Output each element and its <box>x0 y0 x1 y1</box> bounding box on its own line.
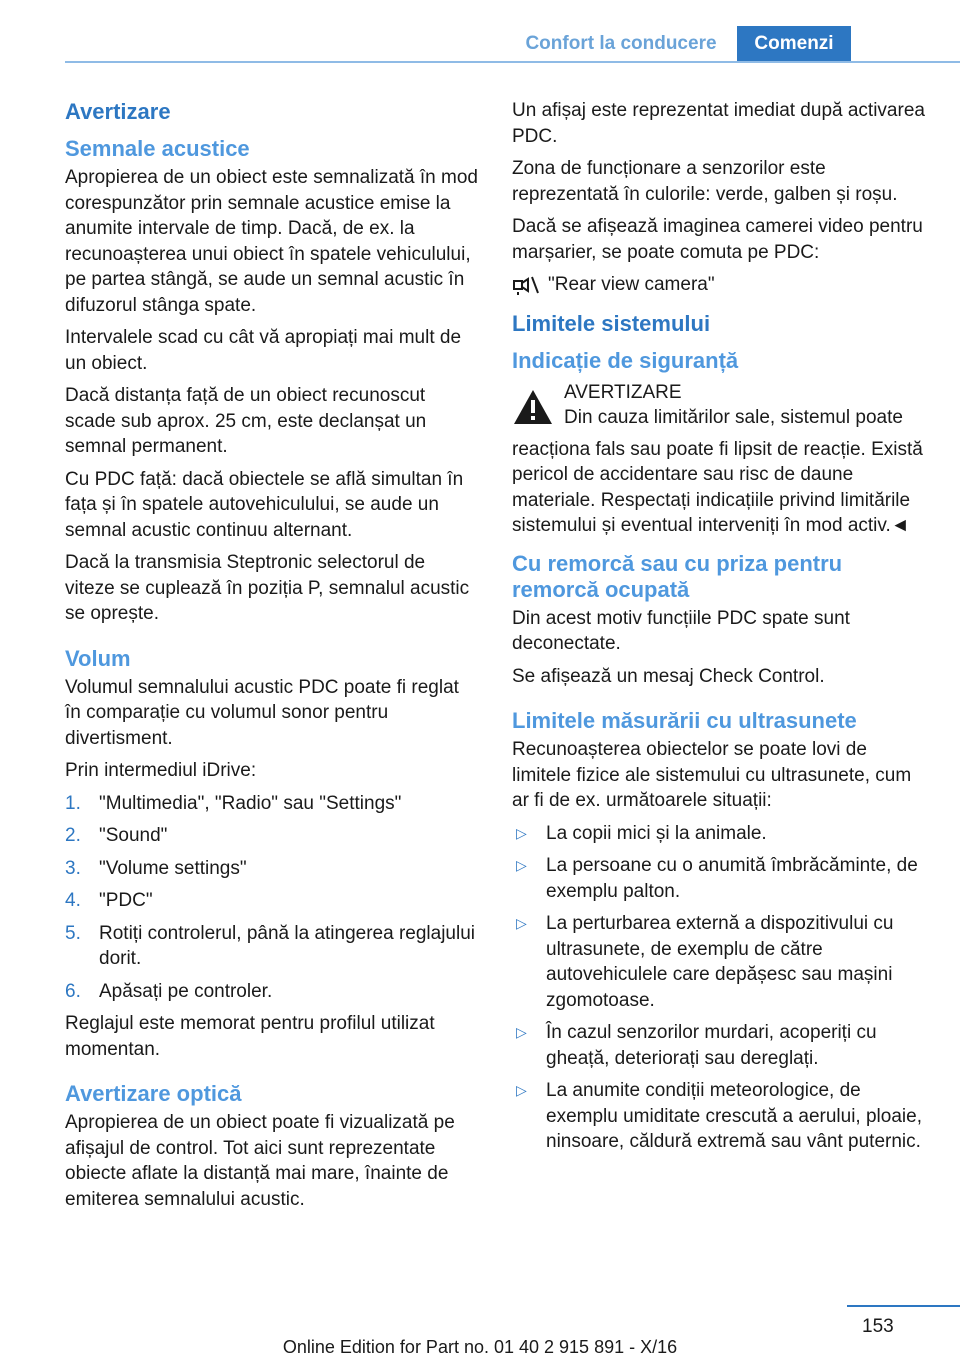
paragraph: Recunoașterea obiectelor se poate lovi de limitele fizice ale sistemului cu ultrasunete, cum ar fi de ex. următoarele situații: <box>512 739 912 811</box>
camera-label: "Rear view camera" <box>548 274 715 295</box>
list-item: 1. "Multimedia", "Radio" sau "Settings" <box>65 792 402 814</box>
bullet-icon: ▷ <box>516 1024 527 1040</box>
heading-indicatie-siguranta: Indicație de siguranță <box>512 347 739 373</box>
paragraph: Prin intermediul iDrive: <box>65 760 257 781</box>
heading-volum: Volum <box>65 645 131 671</box>
heading-avertizare-optica: Avertizare optică <box>65 1081 242 1106</box>
paragraph: Apropierea de un obiect este semnalizată în mod corespunzător prin semnale acustice emise la anumite intervale de timp. Dacă, de ex. la recunoașterea unui obiect în spatele vehiculului, pe partea stângă, se aude un semnal acustic în difuzorul stânga spate. <box>65 167 478 316</box>
paragraph: Dacă la transmisia Steptronic selectorul de viteze se cuplează în poziția P, semnalul acustic se oprește. <box>65 552 470 624</box>
paragraph: Intervalele scad cu cât vă apropiați mai mult de un obiect. <box>65 327 462 374</box>
header-rule <box>65 61 960 63</box>
list-item: 5. Rotiți controlerul, până la atingerea reglajului dorit. <box>65 922 476 969</box>
heading-ultrasunete: Limitele măsurării cu ultrasunete <box>512 708 857 733</box>
warning-title: AVERTIZARE <box>564 381 682 403</box>
list-item: 4. "PDC" <box>65 890 153 911</box>
list-item: ▷ La copii mici și la animale. <box>512 821 928 847</box>
paragraph: Se afișează un mesaj Check Control. <box>512 665 825 687</box>
edition-footer: Online Edition for Part no. 01 40 2 915 891 - X/16 <box>282 1337 678 1357</box>
paragraph: Zona de funcționare a senzorilor este reprezentată în culorile: verde, galben și roșu. <box>512 158 898 205</box>
paragraph: Apropierea de un obiect poate fi vizualizată pe afișajul de control. Tot aici sunt reprezentate obiecte aflate la distanță mai mare, înainte de emiterea semnalului acustic. <box>65 1112 455 1210</box>
list-item: ▷ La persoane cu o anumită îmbrăcăminte, de exemplu palton. <box>516 855 918 902</box>
warning-text: reacționa fals sau poate fi lipsit de reacție. Există pericol de accidentare sau risc de daune materiale. Respectați indicațiile privind limitările sistemului și eventual interveniți în mod activ.◄ <box>512 438 923 536</box>
heading-remorca: Cu remorcă sau cu priza pentru remorcă ocupată <box>512 550 843 602</box>
paragraph: Reglajul este memorat pentru profilul utilizat momentan. <box>65 1013 435 1060</box>
heading-avertizare: Avertizare <box>65 99 171 124</box>
limitations-list <box>512 821 928 1155</box>
paragraph: Dacă distanța față de un obiect recunoscut scade sub aprox. 25 cm, este declanșat un semnal permanent. <box>65 385 427 457</box>
paragraph: Cu PDC față: dacă obiectele se află simultan în fața și în spatele autovehiculului, se aude un semnal acustic continuu alternant. <box>65 468 464 541</box>
warning-block <box>512 380 928 431</box>
list-item: ▷ În cazul senzorilor murdari, acoperiți cu gheață, deteriorați sau dereglați. <box>516 1022 877 1069</box>
list-item: 3. "Volume settings" <box>65 857 247 879</box>
idrive-steps <box>65 791 479 1005</box>
page-header <box>0 0 960 62</box>
list-item: 2. "Sound" <box>65 825 168 846</box>
warning-first-line: Din cauza limitărilor sale, sistemul poate <box>564 407 903 428</box>
bullet-icon: ▷ <box>516 824 527 841</box>
list-item: ▷ La perturbarea externă a dispozitivului cu ultrasunete, de exemplu de către autovehiculele care depășesc sau mașini zgomotoase. <box>516 913 894 1011</box>
bullet-icon: ▷ <box>516 915 527 931</box>
heading-limitele-sistemului: Limitele sistemului <box>512 310 711 336</box>
rear-view-camera-line <box>512 272 928 298</box>
heading-semnale-acustice: Semnale acustice <box>65 136 250 161</box>
list-item: ▷ La anumite condiții meteorologice, de exemplu umiditate crescută a aerului, ploaie, ninsoare, căldură extremă sau vânt puternic. <box>516 1080 922 1152</box>
paragraph: Dacă se afișează imaginea camerei video pentru marșarier, se poate comuta pe PDC: <box>512 216 923 263</box>
list-item: 6. Apăsați pe controler. <box>65 980 273 1002</box>
left-column <box>65 98 479 1219</box>
right-column <box>512 98 928 1162</box>
section-tab[interactable]: Confort la conducere <box>525 33 717 54</box>
footer-rule <box>847 1305 960 1307</box>
paragraph: Din acest motiv funcțiile PDC spate sunt deconectate. <box>512 607 850 654</box>
bullet-icon: ▷ <box>516 1082 527 1098</box>
paragraph: Un afișaj este reprezentat imediat după activarea PDC. <box>512 100 925 147</box>
page-number: 153 <box>862 1316 894 1337</box>
warning-icon <box>512 388 554 426</box>
camera-icon <box>512 274 542 296</box>
active-tab[interactable]: Comenzi <box>737 26 851 62</box>
bullet-icon: ▷ <box>516 857 527 873</box>
paragraph: Volumul semnalului acustic PDC poate fi reglat în comparație cu volumul sonor pentru divertisment. <box>65 676 459 749</box>
